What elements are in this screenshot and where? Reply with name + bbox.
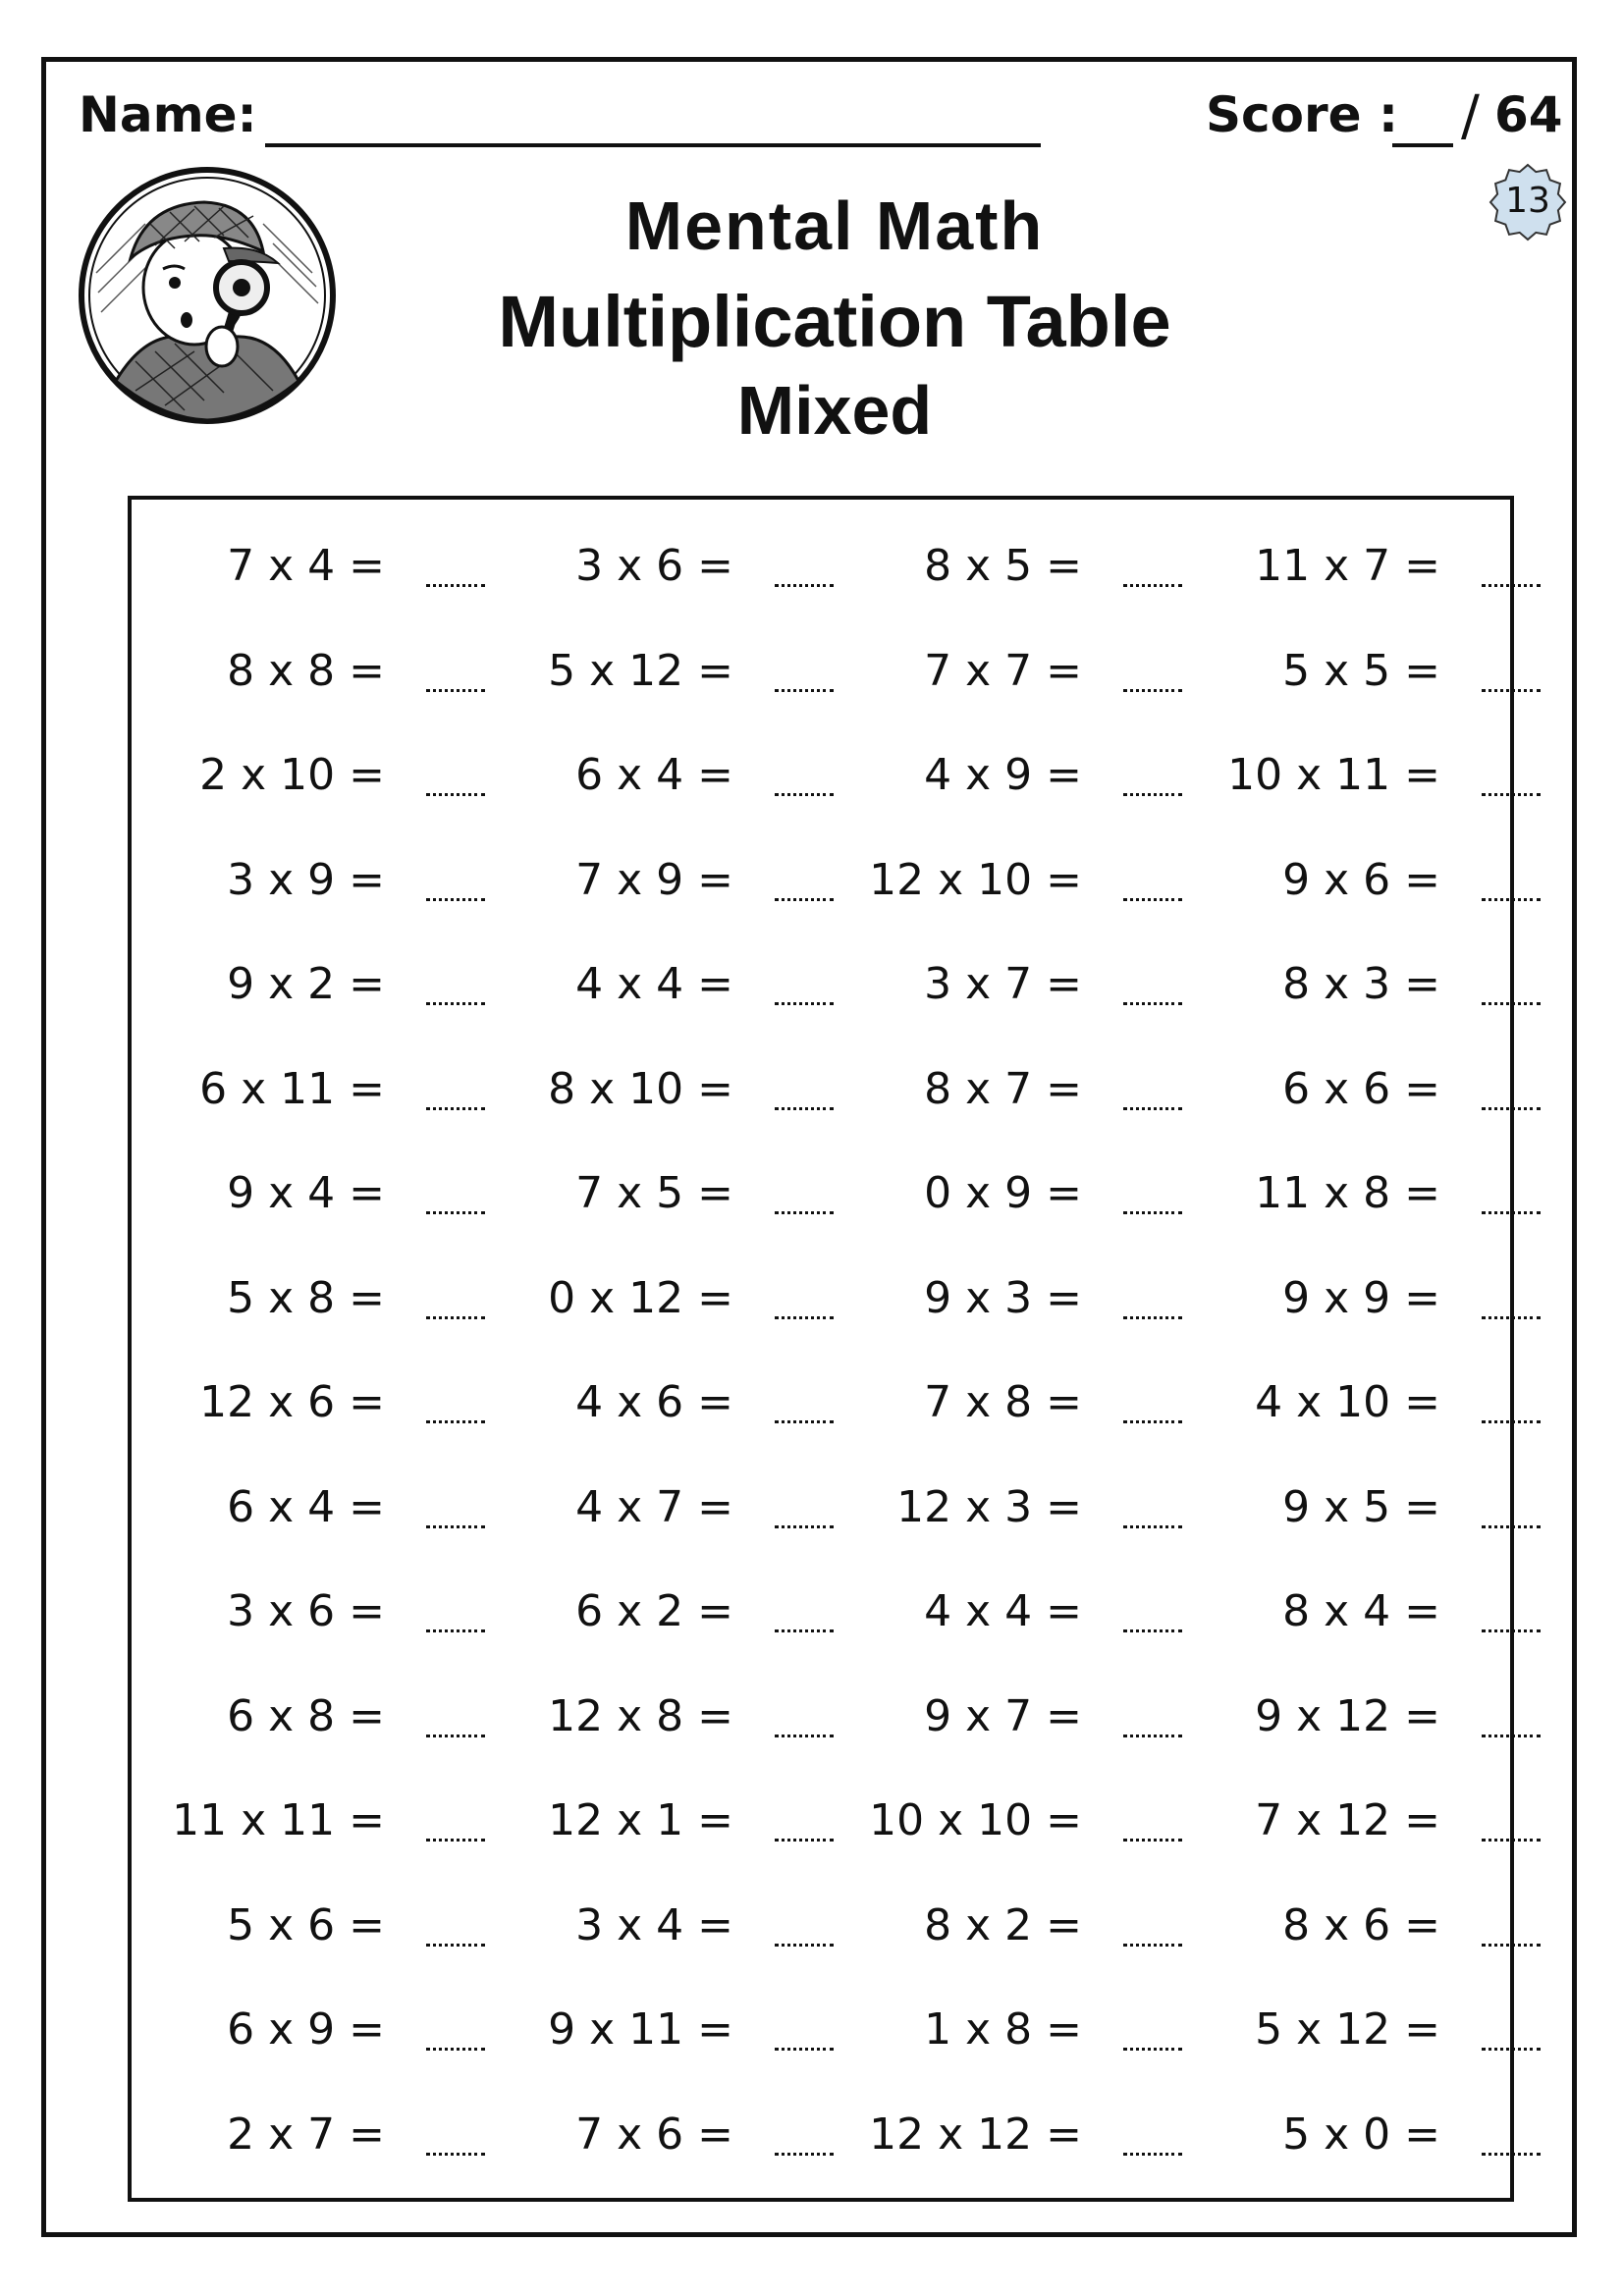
answer-blank[interactable] <box>1482 1107 1541 1110</box>
problem-expression: 5 x 6 = <box>227 1899 385 1950</box>
problem-item <box>858 1993 1182 2061</box>
answer-blank[interactable] <box>426 1944 485 1947</box>
score-slash: / <box>1461 84 1480 148</box>
problem-expression: 11 x 11 = <box>172 1795 385 1845</box>
answer-blank[interactable] <box>426 1839 485 1842</box>
answer-blank[interactable] <box>1482 1629 1541 1632</box>
answer-blank[interactable] <box>1123 1316 1182 1319</box>
problem-expression: 5 x 12 = <box>548 645 733 696</box>
answer-blank[interactable] <box>775 1944 834 1947</box>
problem-item <box>858 1784 1182 1852</box>
score-label: Score : <box>1206 86 1398 143</box>
answer-blank[interactable] <box>1482 2048 1541 2051</box>
problem-item <box>510 1889 834 1957</box>
problem-expression: 12 x 8 = <box>548 1690 733 1741</box>
problem-expression: 8 x 10 = <box>548 1063 733 1114</box>
answer-blank[interactable] <box>775 584 834 587</box>
problem-item <box>161 529 485 598</box>
problem-item <box>161 1993 485 2061</box>
problem-expression: 2 x 10 = <box>199 750 385 800</box>
problem-item <box>161 1889 485 1957</box>
detective-boy-magnifying-glass-icon <box>77 165 338 426</box>
title-line-2: Multiplication Table <box>498 281 1171 362</box>
problem-item <box>1217 1156 1541 1225</box>
answer-blank[interactable] <box>426 1316 485 1319</box>
problem-expression: 6 x 9 = <box>227 2004 385 2055</box>
problem-expression: 9 x 2 = <box>227 959 385 1009</box>
title-line-1: Mental Math <box>624 187 1045 264</box>
problem-expression: 8 x 3 = <box>1282 959 1440 1009</box>
answer-blank[interactable] <box>1123 1525 1182 1528</box>
problem-expression: 6 x 4 = <box>227 1481 385 1532</box>
problem-expression: 1 x 8 = <box>924 2004 1082 2055</box>
problem-expression: 12 x 1 = <box>548 1795 733 1845</box>
problem-expression: 12 x 3 = <box>896 1481 1082 1532</box>
answer-blank[interactable] <box>426 689 485 692</box>
problem-item <box>1217 1470 1541 1539</box>
answer-blank[interactable] <box>1123 584 1182 587</box>
problem-item <box>1217 1993 1541 2061</box>
problem-expression: 6 x 2 = <box>575 1586 733 1636</box>
problem-item <box>858 529 1182 598</box>
problem-item <box>161 843 485 912</box>
problem-item <box>1217 1261 1541 1330</box>
problem-item <box>858 1470 1182 1539</box>
problem-item <box>1217 843 1541 912</box>
title-line-3: Mixed <box>736 372 933 449</box>
problem-item <box>858 1156 1182 1225</box>
problem-item <box>858 1052 1182 1121</box>
answer-blank[interactable] <box>1482 1944 1541 1947</box>
problem-item <box>510 2098 834 2166</box>
problem-item <box>510 1261 834 1330</box>
answer-blank[interactable] <box>1123 1839 1182 1842</box>
answer-blank[interactable] <box>426 1420 485 1423</box>
problem-item <box>161 1261 485 1330</box>
problem-item <box>1217 1052 1541 1121</box>
problem-expression: 4 x 4 = <box>575 959 733 1009</box>
answer-blank[interactable] <box>1123 2153 1182 2156</box>
problem-item <box>161 1575 485 1643</box>
answer-blank[interactable] <box>775 1735 834 1737</box>
problem-item <box>510 843 834 912</box>
problem-item <box>858 634 1182 703</box>
score-field[interactable] <box>1392 143 1453 147</box>
answer-blank[interactable] <box>1123 1944 1182 1947</box>
problem-expression: 8 x 4 = <box>1282 1586 1440 1636</box>
problem-expression: 8 x 2 = <box>924 1899 1082 1950</box>
problem-item <box>1217 947 1541 1016</box>
problem-item <box>858 1365 1182 1434</box>
answer-blank[interactable] <box>1482 1420 1541 1423</box>
answer-blank[interactable] <box>775 793 834 796</box>
problem-expression: 9 x 6 = <box>1282 854 1440 905</box>
problem-expression: 9 x 3 = <box>924 1272 1082 1323</box>
answer-blank[interactable] <box>775 898 834 901</box>
problem-item <box>510 738 834 807</box>
problem-expression: 9 x 12 = <box>1255 1690 1440 1741</box>
problem-expression: 9 x 9 = <box>1282 1272 1440 1323</box>
answer-blank[interactable] <box>1482 1735 1541 1737</box>
problem-expression: 12 x 10 = <box>869 854 1082 905</box>
answer-blank[interactable] <box>1123 1107 1182 1110</box>
problems-grid <box>128 496 1514 2202</box>
answer-blank[interactable] <box>1123 1629 1182 1632</box>
problem-item <box>161 2098 485 2166</box>
problem-item <box>510 1993 834 2061</box>
answer-blank[interactable] <box>426 1002 485 1005</box>
problem-item <box>1217 2098 1541 2166</box>
problem-expression: 0 x 9 = <box>924 1168 1082 1218</box>
problem-expression: 9 x 7 = <box>924 1690 1082 1741</box>
problem-item <box>161 1680 485 1748</box>
problem-item <box>858 738 1182 807</box>
answer-blank[interactable] <box>1482 689 1541 692</box>
answer-blank[interactable] <box>1123 689 1182 692</box>
answer-blank[interactable] <box>775 1525 834 1528</box>
problem-expression: 11 x 7 = <box>1255 541 1440 591</box>
answer-blank[interactable] <box>1123 1002 1182 1005</box>
problem-expression: 4 x 7 = <box>575 1481 733 1532</box>
problem-expression: 5 x 0 = <box>1282 2109 1440 2160</box>
problem-expression: 7 x 5 = <box>575 1168 733 1218</box>
problem-expression: 7 x 6 = <box>575 2109 733 2160</box>
answer-blank[interactable] <box>775 1629 834 1632</box>
answer-blank[interactable] <box>1123 1420 1182 1423</box>
problem-item <box>510 1365 834 1434</box>
problem-item <box>858 2098 1182 2166</box>
problem-item <box>161 1156 485 1225</box>
answer-blank[interactable] <box>775 1002 834 1005</box>
problem-expression: 9 x 4 = <box>227 1168 385 1218</box>
problem-item <box>1217 634 1541 703</box>
badge-number: 13 <box>1505 181 1550 221</box>
problem-item <box>510 1784 834 1852</box>
problem-item <box>1217 738 1541 807</box>
problem-item <box>1217 529 1541 598</box>
problem-item <box>1217 1784 1541 1852</box>
answer-blank[interactable] <box>1482 1211 1541 1214</box>
answer-blank[interactable] <box>1123 2048 1182 2051</box>
problem-expression: 8 x 5 = <box>924 541 1082 591</box>
problem-expression: 7 x 4 = <box>227 541 385 591</box>
problem-item <box>161 634 485 703</box>
answer-blank[interactable] <box>775 689 834 692</box>
problem-expression: 4 x 4 = <box>924 1586 1082 1636</box>
problem-expression: 7 x 7 = <box>924 645 1082 696</box>
problem-expression: 7 x 8 = <box>924 1377 1082 1427</box>
answer-blank[interactable] <box>1482 898 1541 901</box>
answer-blank[interactable] <box>1482 1316 1541 1319</box>
answer-blank[interactable] <box>426 1525 485 1528</box>
problem-expression: 9 x 11 = <box>548 2004 733 2055</box>
problem-expression: 4 x 9 = <box>924 750 1082 800</box>
answer-blank[interactable] <box>1482 1525 1541 1528</box>
answer-blank[interactable] <box>1123 793 1182 796</box>
answer-blank[interactable] <box>1482 2153 1541 2156</box>
problem-item <box>161 947 485 1016</box>
problem-expression: 6 x 6 = <box>1282 1063 1440 1114</box>
problem-expression: 7 x 9 = <box>575 854 733 905</box>
name-label: Name: <box>79 86 257 143</box>
problem-expression: 5 x 12 = <box>1255 2004 1440 2055</box>
answer-blank[interactable] <box>775 2153 834 2156</box>
answer-blank[interactable] <box>426 1629 485 1632</box>
problem-item <box>510 947 834 1016</box>
problem-item <box>510 529 834 598</box>
problem-item <box>510 1470 834 1539</box>
problem-item <box>1217 1365 1541 1434</box>
problem-expression: 11 x 8 = <box>1255 1168 1440 1218</box>
problem-expression: 7 x 12 = <box>1255 1795 1440 1845</box>
answer-blank[interactable] <box>426 1211 485 1214</box>
problem-expression: 6 x 11 = <box>199 1063 385 1114</box>
answer-blank[interactable] <box>775 2048 834 2051</box>
answer-blank[interactable] <box>1482 1839 1541 1842</box>
problem-item <box>858 843 1182 912</box>
problem-expression: 4 x 6 = <box>575 1377 733 1427</box>
problem-expression: 8 x 6 = <box>1282 1899 1440 1950</box>
problem-expression: 9 x 5 = <box>1282 1481 1440 1532</box>
problem-item <box>510 1156 834 1225</box>
problem-expression: 8 x 7 = <box>924 1063 1082 1114</box>
problem-item <box>858 947 1182 1016</box>
problem-expression: 3 x 9 = <box>227 854 385 905</box>
problem-item <box>161 1784 485 1852</box>
problem-expression: 10 x 10 = <box>869 1795 1082 1845</box>
problem-expression: 3 x 6 = <box>575 541 733 591</box>
answer-blank[interactable] <box>775 1839 834 1842</box>
answer-blank[interactable] <box>1123 898 1182 901</box>
problem-item <box>858 1680 1182 1748</box>
score-total: 64 <box>1494 86 1563 143</box>
answer-blank[interactable] <box>426 2153 485 2156</box>
scalloped-badge-icon <box>1485 159 1571 245</box>
problem-item <box>161 1365 485 1434</box>
problem-expression: 5 x 8 = <box>227 1272 385 1323</box>
answer-blank[interactable] <box>775 1211 834 1214</box>
problem-item <box>161 738 485 807</box>
problem-expression: 10 x 11 = <box>1227 750 1440 800</box>
problem-item <box>510 1680 834 1748</box>
problem-expression: 4 x 10 = <box>1255 1377 1440 1427</box>
answer-blank[interactable] <box>426 793 485 796</box>
answer-blank[interactable] <box>1482 1002 1541 1005</box>
problem-expression: 6 x 8 = <box>227 1690 385 1741</box>
answer-blank[interactable] <box>426 1107 485 1110</box>
problem-expression: 8 x 8 = <box>227 645 385 696</box>
answer-blank[interactable] <box>1123 1211 1182 1214</box>
answer-blank[interactable] <box>1482 584 1541 587</box>
problem-expression: 2 x 7 = <box>227 2109 385 2160</box>
answer-blank[interactable] <box>1482 793 1541 796</box>
answer-blank[interactable] <box>775 1316 834 1319</box>
problem-item <box>1217 1575 1541 1643</box>
problem-item <box>858 1261 1182 1330</box>
problem-item <box>858 1575 1182 1643</box>
problem-item <box>858 1889 1182 1957</box>
answer-blank[interactable] <box>775 1420 834 1423</box>
problem-item <box>161 1470 485 1539</box>
problem-expression: 5 x 5 = <box>1282 645 1440 696</box>
problem-expression: 12 x 12 = <box>869 2109 1082 2160</box>
problem-item <box>161 1052 485 1121</box>
answer-blank[interactable] <box>426 898 485 901</box>
problem-item <box>510 634 834 703</box>
name-field[interactable] <box>265 143 1041 147</box>
problem-expression: 6 x 4 = <box>575 750 733 800</box>
answer-blank[interactable] <box>775 1107 834 1110</box>
answer-blank[interactable] <box>426 1735 485 1737</box>
problem-expression: 12 x 6 = <box>199 1377 385 1427</box>
problem-expression: 3 x 7 = <box>924 959 1082 1009</box>
problem-expression: 3 x 4 = <box>575 1899 733 1950</box>
problem-expression: 3 x 6 = <box>227 1586 385 1636</box>
problem-item <box>510 1575 834 1643</box>
problem-item <box>1217 1680 1541 1748</box>
problem-item <box>1217 1889 1541 1957</box>
answer-blank[interactable] <box>1123 1735 1182 1737</box>
answer-blank[interactable] <box>426 584 485 587</box>
problem-item <box>510 1052 834 1121</box>
problem-expression: 0 x 12 = <box>548 1272 733 1323</box>
answer-blank[interactable] <box>426 2048 485 2051</box>
